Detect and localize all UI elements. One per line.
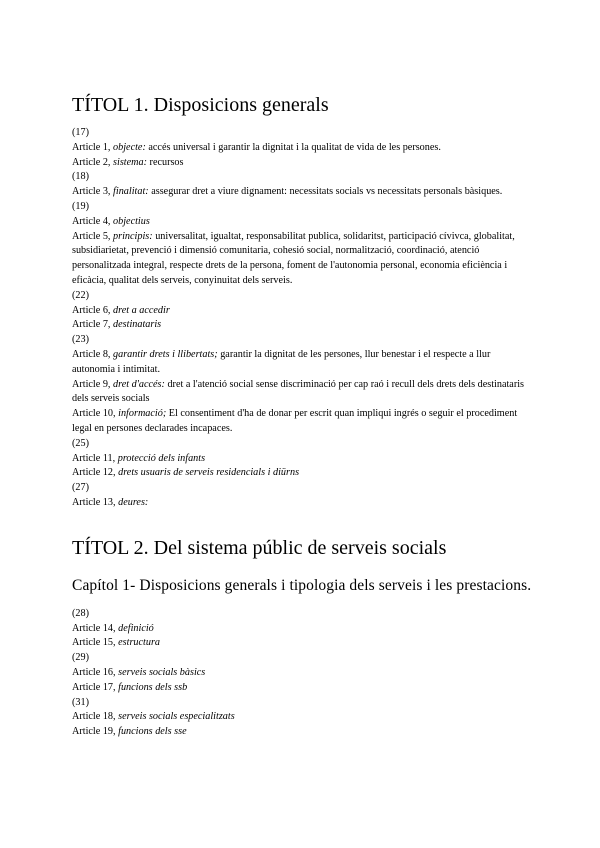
article-title: principis:: [113, 230, 153, 242]
article-line: [72, 622, 532, 637]
article-label: Article 8,: [72, 348, 111, 360]
article-line: [72, 681, 532, 696]
article-label: Article 7,: [72, 319, 111, 331]
article-text: accés universal i garantir la dignitat i la qualitat de vida de les persones.: [148, 141, 441, 153]
article-title: dret d'accés:: [113, 378, 165, 390]
article-text: garantir la dignitat de les persones, llur benestar i el respecte a llur autonomia i intimitat.: [72, 348, 491, 375]
article-line: [72, 156, 527, 171]
article-title: objecte:: [113, 141, 146, 153]
capitol-1-articles: [72, 607, 532, 740]
page-reference-number: (23): [72, 334, 89, 346]
article-title: sistema:: [113, 156, 147, 168]
article-label: Article 3,: [72, 186, 111, 198]
article-title: serveis socials bàsics: [118, 666, 206, 678]
article-label: Article 6,: [72, 304, 111, 316]
article-title: funcions dels ssb: [118, 681, 188, 693]
article-line: [72, 348, 527, 378]
article-text: assegurar dret a viure dignament: necessitats socials vs necessitats personals bàsiques.: [151, 186, 503, 198]
article-line: [72, 185, 527, 200]
article-label: Article 1,: [72, 141, 111, 153]
article-title: destinataris: [113, 319, 162, 331]
document-content: [72, 92, 532, 740]
article-line: [72, 215, 532, 230]
page-reference-number: (18): [72, 171, 89, 183]
article-line: [72, 725, 532, 740]
article-title: drets usuaris de serveis residencials i diürns: [118, 467, 300, 479]
article-line: [72, 378, 527, 408]
capitol-1-heading: Capítol 1- Disposicions generals i tipologia dels serveis i les prestacions.: [72, 576, 532, 594]
article-line: [72, 230, 527, 289]
article-line: [72, 407, 527, 437]
article-label: Article 17,: [72, 681, 116, 693]
article-title: finalitat:: [113, 186, 149, 198]
page-reference-number: (19): [72, 200, 89, 212]
article-line: [72, 318, 532, 333]
article-label: Article 4,: [72, 215, 111, 227]
article-line: [72, 636, 532, 651]
article-title: funcions dels sse: [118, 726, 187, 738]
article-line: [72, 666, 532, 681]
titol-2-heading: TÍTOL 2. Del sistema públic de serveis socials: [72, 536, 447, 559]
article-label: Article 9,: [72, 378, 111, 390]
article-title: garantir drets i llibertats;: [113, 348, 218, 360]
article-text: universalitat, igualtat, responsabilitat publica, solidaritst, participació cívivca, globalitat, subsidiarietat, prevenció i dimensió comunitaria, cohesió social, normalització, coordinació, atenció personalitzada integral, respecte drets de la persona, foment de l'autonomia personal, economia eficiència i eficàcia, qualitat dels serveis, conyinuitat dels serveis.: [72, 230, 515, 286]
titol-1-heading: TÍTOL 1. Disposicions generals: [72, 94, 329, 116]
page-reference-number: (28): [72, 607, 89, 619]
article-title: protecció dels infants: [117, 452, 206, 464]
article-line: [72, 452, 532, 467]
article-title: objectius: [113, 215, 150, 227]
article-title: estructura: [118, 637, 161, 649]
page-reference-number: (31): [72, 696, 89, 708]
article-title: definició: [118, 622, 154, 634]
page-reference-number: (17): [72, 127, 89, 138]
article-label: Article 13,: [72, 496, 116, 508]
article-title: serveis socials especialitzats: [118, 711, 235, 723]
article-title: informació;: [118, 408, 167, 420]
article-label: Article 16,: [72, 666, 116, 678]
article-label: Article 2,: [72, 156, 111, 168]
article-label: Article 5,: [72, 230, 111, 242]
titol-1-articles: [72, 126, 532, 511]
article-line: [72, 710, 532, 725]
page-reference-number: (29): [72, 652, 89, 664]
article-line: [72, 141, 527, 156]
page-reference-number: (27): [72, 482, 89, 494]
article-line: [72, 304, 532, 319]
article-label: Article 15,: [72, 637, 116, 649]
article-label: Article 14,: [72, 622, 116, 634]
article-title: dret a accedir: [113, 304, 170, 316]
article-label: Article 11,: [72, 452, 116, 464]
article-label: Article 12,: [72, 467, 116, 479]
article-title: deures:: [118, 496, 149, 508]
article-label: Article 10,: [72, 408, 116, 420]
article-line: [72, 466, 532, 481]
page-reference-number: (22): [72, 289, 89, 301]
article-label: Article 18,: [72, 711, 116, 723]
article-text: recursos: [149, 156, 184, 168]
article-line: [72, 496, 532, 511]
page-reference-number: (25): [72, 437, 89, 449]
article-text: dret a l'atenció social sense discriminació per cap raó i recull dels drets dels destinataris dels serveis socials: [72, 378, 525, 405]
article-label: Article 19,: [72, 726, 116, 738]
article-text: El consentiment d'ha de donar per escrit quan impliqui ingrés o seguir el procediment legal en persones declarades incapaces.: [72, 408, 518, 434]
